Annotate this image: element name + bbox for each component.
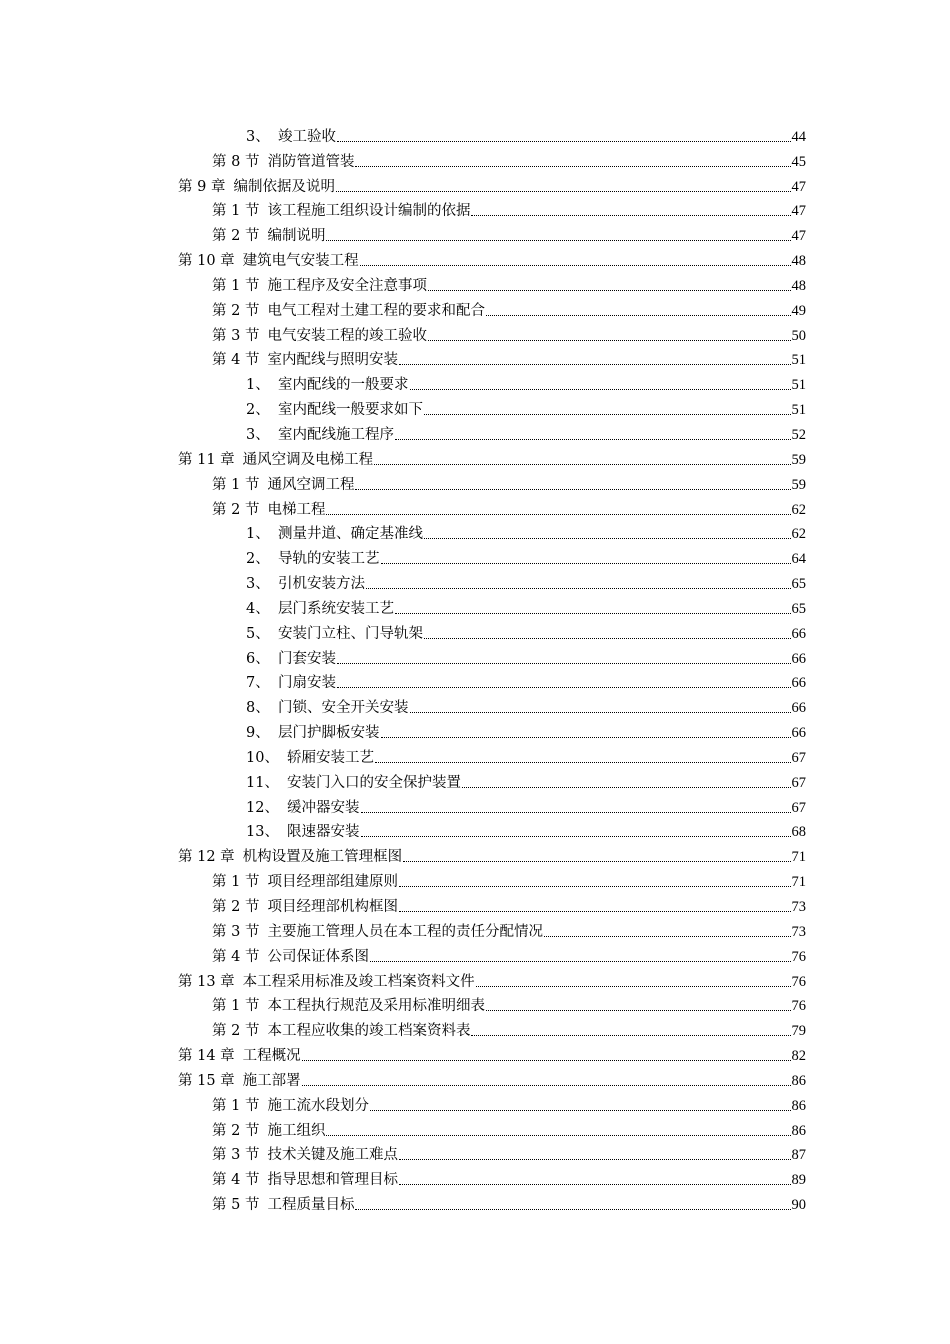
- toc-entry-title: 工程概况: [242, 1048, 301, 1065]
- toc-entry-label: [212, 1098, 369, 1115]
- toc-entry-number: 4、: [246, 600, 270, 617]
- toc-entry-title: 消防管道管装: [267, 153, 355, 170]
- toc-entry-number: 9、: [246, 725, 270, 742]
- toc-dot-leader: [471, 1035, 790, 1036]
- toc-entry-number: 3、: [246, 426, 270, 443]
- toc-entry-title: 技术关键及施工难点: [267, 1147, 398, 1164]
- toc-entry-number: 8、: [246, 700, 270, 717]
- toc-entry-number: 第 9 章: [178, 178, 226, 195]
- toc-entry-page-number: 62: [791, 501, 806, 518]
- toc-dot-leader: [366, 588, 791, 589]
- toc-entry-title: 室内配线一般要求如下: [278, 402, 423, 419]
- toc-entry-label: [246, 750, 374, 767]
- toc-entry-number: 第 10 章: [178, 253, 235, 270]
- toc-entry-page-number: 71: [791, 874, 806, 891]
- toc-entry[interactable]: [0, 174, 950, 199]
- toc-entry-number: 6、: [246, 650, 270, 667]
- toc-entry-title: 施工部署: [242, 1072, 301, 1089]
- toc-dot-leader: [360, 265, 791, 266]
- toc-entry-title: 轿厢安装工艺: [287, 749, 374, 766]
- toc-entry-number: 第 13 章: [178, 973, 235, 990]
- toc-entry-title: 限速器安装: [287, 824, 360, 841]
- toc-entry-page-number: 62: [791, 526, 806, 543]
- toc-entry-label: [178, 1073, 301, 1090]
- toc-entry[interactable]: [0, 720, 950, 745]
- toc-entry-page-number: 86: [791, 1072, 806, 1089]
- table-of-contents: [0, 124, 950, 1217]
- toc-entry-title: 门套安装: [278, 650, 336, 667]
- toc-entry-label: [212, 899, 398, 916]
- toc-entry-title: 施工程序及安全注意事项: [267, 277, 427, 294]
- toc-entry-title: 项目经理部机构框图: [267, 899, 398, 915]
- toc-entry-title: 安装门入口的安全保护装置: [287, 774, 461, 791]
- toc-entry-title: 公司保证体系图: [267, 948, 369, 965]
- toc-entry-label: [212, 1023, 470, 1040]
- toc-entry-label: [212, 998, 485, 1015]
- toc-entry[interactable]: [0, 944, 950, 969]
- toc-entry-title: 电气安装工程的竣工验收: [267, 327, 427, 344]
- toc-entry-title: 通风空调及电梯工程: [242, 451, 374, 468]
- toc-dot-leader: [428, 340, 791, 341]
- toc-dot-leader: [326, 514, 790, 515]
- toc-entry-number: 10、: [246, 749, 279, 766]
- toc-entry[interactable]: [0, 844, 950, 869]
- toc-entry-title: 本工程执行规范及采用标准明细表: [267, 998, 485, 1015]
- toc-entry[interactable]: [0, 1167, 950, 1192]
- toc-entry-page-number: 67: [791, 799, 806, 816]
- toc-entry-title: 本工程采用标准及竣工档案资料文件: [242, 973, 475, 990]
- toc-entry-number: 2、: [246, 402, 270, 419]
- toc-entry-label: [178, 974, 475, 991]
- toc-entry-number: 第 3 节: [212, 923, 260, 940]
- toc-dot-leader: [428, 290, 791, 291]
- toc-entry-page-number: 44: [791, 128, 806, 145]
- toc-entry-number: 5、: [246, 625, 270, 642]
- toc-entry-title: 工程质量目标: [267, 1197, 355, 1214]
- toc-entry-label: [246, 576, 365, 593]
- toc-entry[interactable]: [0, 596, 950, 621]
- toc-entry[interactable]: [0, 820, 950, 845]
- toc-entry[interactable]: [0, 1118, 950, 1143]
- toc-entry-label: [246, 824, 360, 841]
- toc-entry-number: 第 1 节: [212, 998, 260, 1015]
- toc-entry-label: [178, 1048, 301, 1065]
- toc-dot-leader: [410, 389, 791, 390]
- toc-entry-number: 第 11 章: [178, 451, 235, 468]
- toc-entry-number: 第 5 节: [212, 1197, 260, 1214]
- toc-dot-leader: [355, 166, 790, 167]
- toc-entry-page-number: 51: [791, 352, 806, 369]
- toc-entry-page-number: 76: [791, 973, 806, 990]
- toc-entry-number: 第 1 节: [212, 874, 260, 891]
- toc-entry[interactable]: [0, 447, 950, 472]
- toc-entry-title: 建筑电气安装工程: [242, 253, 359, 270]
- toc-entry[interactable]: [0, 671, 950, 696]
- toc-entry-label: [178, 452, 373, 469]
- toc-entry-page-number: 49: [791, 302, 806, 319]
- toc-entry-label: [212, 328, 427, 345]
- toc-entry-number: 7、: [246, 675, 270, 692]
- toc-entry-number: 3、: [246, 128, 270, 145]
- toc-dot-leader: [374, 464, 790, 465]
- toc-entry-title: 电梯工程: [267, 501, 326, 518]
- toc-entry-title: 门锁、安全开关安装: [278, 700, 409, 717]
- toc-entry-page-number: 66: [791, 675, 806, 692]
- toc-entry-number: 第 1 节: [212, 277, 260, 294]
- toc-dot-leader: [355, 489, 790, 490]
- toc-dot-leader: [486, 1010, 791, 1011]
- toc-entry[interactable]: [0, 1018, 950, 1043]
- toc-entry[interactable]: [0, 745, 950, 770]
- toc-entry[interactable]: [0, 273, 950, 298]
- toc-entry-number: 第 2 节: [212, 302, 260, 319]
- toc-entry-title: 层门系统安装工艺: [278, 600, 394, 617]
- toc-dot-leader: [486, 315, 791, 316]
- toc-entry-label: [246, 725, 380, 742]
- toc-entry-label: [212, 1172, 398, 1189]
- toc-entry-title: 室内配线与照明安装: [267, 352, 398, 369]
- toc-entry-label: [246, 427, 394, 444]
- toc-entry-title: 施工组织: [267, 1122, 326, 1139]
- toc-entry[interactable]: [0, 248, 950, 273]
- toc-entry-title: 本工程应收集的竣工档案资料表: [267, 1023, 471, 1040]
- toc-entry-number: 第 4 节: [212, 352, 260, 369]
- toc-entry-number: 2、: [246, 551, 270, 568]
- toc-entry-number: 3、: [246, 576, 270, 593]
- toc-dot-leader: [361, 812, 791, 813]
- toc-entry-page-number: 65: [791, 576, 806, 593]
- toc-entry-label: [212, 949, 369, 966]
- toc-entry-page-number: 86: [791, 1122, 806, 1139]
- toc-entry-label: [246, 700, 409, 717]
- toc-entry-number: 第 3 节: [212, 327, 260, 344]
- toc-entry-label: [212, 303, 485, 320]
- toc-entry-label: [246, 402, 423, 419]
- toc-entry-page-number: 73: [791, 923, 806, 940]
- toc-entry-number: 11、: [246, 774, 279, 791]
- toc-entry-page-number: 67: [791, 774, 806, 791]
- toc-entry-title: 编制说明: [267, 228, 326, 245]
- toc-entry-page-number: 50: [791, 327, 806, 344]
- toc-entry-label: [246, 800, 360, 817]
- toc-entry-title: 通风空调工程: [267, 476, 355, 493]
- toc-entry-number: 第 1 节: [212, 476, 260, 493]
- toc-entry[interactable]: [0, 770, 950, 795]
- toc-entry-title: 测量井道、确定基准线: [278, 526, 423, 543]
- toc-entry-title: 项目经理部组建原则: [267, 874, 398, 891]
- toc-entry-label: [212, 352, 398, 369]
- toc-dot-leader: [337, 141, 791, 142]
- toc-entry[interactable]: [0, 1093, 950, 1118]
- toc-entry-page-number: 59: [791, 451, 806, 468]
- toc-entry[interactable]: [0, 422, 950, 447]
- toc-entry-label: [212, 228, 325, 245]
- toc-entry-number: 第 4 节: [212, 948, 260, 965]
- toc-entry-title: 指导思想和管理目标: [267, 1172, 398, 1189]
- toc-entry-title: 主要施工管理人员在本工程的责任分配情况: [267, 923, 543, 940]
- toc-entry-title: 门扇安装: [278, 675, 336, 692]
- toc-entry-page-number: 64: [791, 551, 806, 568]
- toc-entry-page-number: 47: [791, 203, 806, 220]
- toc-entry-label: [246, 651, 336, 668]
- toc-entry-label: [246, 626, 423, 643]
- toc-entry[interactable]: [0, 149, 950, 174]
- toc-entry-label: [246, 551, 380, 568]
- toc-entry-label: [246, 377, 409, 394]
- toc-entry-label: [212, 502, 325, 519]
- toc-entry-label: [246, 775, 461, 792]
- toc-entry[interactable]: [0, 472, 950, 497]
- toc-entry-number: 第 2 节: [212, 501, 260, 518]
- toc-entry-label: [246, 526, 423, 543]
- toc-entry-page-number: 89: [791, 1172, 806, 1189]
- toc-entry-title: 电气工程对土建工程的要求和配合: [267, 302, 485, 319]
- toc-entry-title: 编制依据及说明: [233, 178, 335, 195]
- toc-entry-page-number: 45: [791, 153, 806, 170]
- toc-entry-page-number: 68: [791, 824, 806, 841]
- toc-entry[interactable]: [0, 994, 950, 1019]
- toc-entry[interactable]: [0, 621, 950, 646]
- toc-entry-label: [212, 154, 354, 171]
- toc-entry-number: 13、: [246, 824, 279, 841]
- toc-dot-leader: [381, 563, 791, 564]
- toc-entry[interactable]: [0, 298, 950, 323]
- toc-entry-page-number: 48: [791, 277, 806, 294]
- toc-entry-number: 第 3 节: [212, 1147, 260, 1164]
- toc-dot-leader: [326, 240, 790, 241]
- toc-dot-leader: [370, 961, 791, 962]
- toc-entry-title: 引机安装方法: [278, 576, 365, 593]
- toc-entry-page-number: 71: [791, 849, 806, 866]
- toc-dot-leader: [476, 986, 791, 987]
- toc-entry-number: 第 2 节: [212, 1122, 260, 1139]
- toc-entry-label: [212, 477, 354, 494]
- toc-entry-label: [246, 601, 394, 618]
- toc-entry-number: 第 1 节: [212, 203, 260, 220]
- toc-entry-title: 室内配线的一般要求: [278, 377, 409, 394]
- toc-entry-title: 竣工验收: [278, 128, 336, 145]
- toc-entry-page-number: 76: [791, 998, 806, 1015]
- toc-entry-page-number: 51: [791, 377, 806, 394]
- toc-entry-page-number: 86: [791, 1097, 806, 1114]
- toc-entry-number: 12、: [246, 799, 279, 816]
- toc-dot-leader: [375, 762, 791, 763]
- toc-entry[interactable]: [0, 969, 950, 994]
- toc-entry-title: 缓冲器安装: [287, 799, 360, 816]
- toc-entry[interactable]: [0, 1068, 950, 1093]
- toc-entry[interactable]: [0, 571, 950, 596]
- toc-dot-leader: [399, 1184, 791, 1185]
- toc-dot-leader: [395, 439, 791, 440]
- toc-entry[interactable]: [0, 795, 950, 820]
- toc-entry-page-number: 47: [791, 178, 806, 195]
- toc-entry-page-number: 66: [791, 725, 806, 742]
- toc-dot-leader: [399, 1159, 791, 1160]
- toc-dot-leader: [399, 911, 791, 912]
- toc-entry[interactable]: [0, 919, 950, 944]
- toc-dot-leader: [355, 1209, 790, 1210]
- toc-entry-title: 室内配线施工程序: [278, 426, 394, 443]
- toc-entry[interactable]: [0, 348, 950, 373]
- toc-entry[interactable]: [0, 323, 950, 348]
- toc-entry-label: [178, 849, 402, 866]
- toc-dot-leader: [302, 1060, 791, 1061]
- toc-entry-page-number: 76: [791, 948, 806, 965]
- toc-entry-page-number: 79: [791, 1023, 806, 1040]
- toc-entry[interactable]: [0, 894, 950, 919]
- toc-dot-leader: [424, 538, 791, 539]
- toc-dot-leader: [399, 886, 791, 887]
- toc-entry-title: 机构设置及施工管理框图: [242, 849, 403, 866]
- toc-entry-label: [212, 203, 470, 220]
- toc-dot-leader: [399, 364, 791, 365]
- toc-entry[interactable]: [0, 695, 950, 720]
- toc-entry[interactable]: [0, 223, 950, 248]
- toc-entry-number: 第 15 章: [178, 1072, 235, 1089]
- toc-entry-number: 第 4 节: [212, 1172, 260, 1189]
- toc-entry-page-number: 82: [791, 1048, 806, 1065]
- toc-entry-number: 第 8 节: [212, 153, 260, 170]
- toc-entry-number: 第 2 节: [212, 228, 260, 245]
- toc-entry[interactable]: [0, 546, 950, 571]
- toc-dot-leader: [424, 638, 791, 639]
- toc-entry[interactable]: [0, 497, 950, 522]
- toc-entry-title: 施工流水段划分: [267, 1097, 369, 1114]
- toc-entry-page-number: 90: [791, 1197, 806, 1214]
- toc-dot-leader: [326, 1135, 790, 1136]
- toc-dot-leader: [381, 737, 791, 738]
- toc-dot-leader: [410, 712, 791, 713]
- toc-entry-title: 安装门立柱、门导轨架: [278, 625, 423, 642]
- toc-entry-page-number: 65: [791, 600, 806, 617]
- toc-dot-leader: [361, 836, 791, 837]
- toc-entry-page-number: 67: [791, 749, 806, 766]
- toc-entry-label: [212, 1123, 325, 1140]
- toc-entry-number: 第 14 章: [178, 1048, 235, 1065]
- toc-entry[interactable]: [0, 869, 950, 894]
- toc-entry-label: [246, 675, 336, 692]
- toc-entry[interactable]: [0, 124, 950, 149]
- toc-entry-page-number: 48: [791, 253, 806, 270]
- toc-entry-page-number: 66: [791, 625, 806, 642]
- toc-entry-label: [212, 874, 398, 891]
- toc-entry[interactable]: [0, 397, 950, 422]
- toc-entry-title: 导轨的安装工艺: [278, 551, 380, 568]
- toc-entry-page-number: 87: [791, 1147, 806, 1164]
- toc-entry[interactable]: [0, 522, 950, 547]
- toc-entry-page-number: 47: [791, 228, 806, 245]
- toc-entry-title: 层门护脚板安装: [278, 725, 380, 742]
- toc-dot-leader: [336, 191, 791, 192]
- toc-entry-page-number: 59: [791, 476, 806, 493]
- toc-entry-number: 第 1 节: [212, 1097, 260, 1114]
- toc-entry[interactable]: [0, 1192, 950, 1217]
- toc-dot-leader: [424, 414, 791, 415]
- toc-entry-label: [212, 278, 427, 295]
- toc-entry[interactable]: [0, 199, 950, 224]
- toc-dot-leader: [544, 936, 791, 937]
- toc-entry[interactable]: [0, 372, 950, 397]
- toc-dot-leader: [370, 1110, 791, 1111]
- toc-entry-page-number: 66: [791, 650, 806, 667]
- toc-entry-title: 该工程施工组织设计编制的依据: [267, 203, 471, 220]
- toc-entry-number: 第 2 节: [212, 899, 260, 915]
- toc-entry-label: [178, 179, 335, 196]
- toc-dot-leader: [395, 613, 791, 614]
- toc-dot-leader: [302, 1085, 791, 1086]
- toc-entry-label: [212, 1197, 354, 1214]
- toc-dot-leader: [337, 663, 791, 664]
- toc-dot-leader: [403, 861, 790, 862]
- toc-entry-label: [212, 924, 543, 941]
- toc-entry-page-number: 52: [791, 426, 806, 443]
- toc-entry-page-number: 66: [791, 700, 806, 717]
- toc-entry-number: 1、: [246, 377, 270, 394]
- toc-entry[interactable]: [0, 1143, 950, 1168]
- toc-entry-label: [212, 1147, 398, 1164]
- toc-entry-page-number: 73: [791, 899, 806, 915]
- toc-dot-leader: [471, 215, 790, 216]
- toc-entry-label: [178, 253, 359, 270]
- toc-entry-number: 第 2 节: [212, 1023, 260, 1040]
- toc-entry-label: [246, 129, 336, 146]
- toc-entry[interactable]: [0, 646, 950, 671]
- toc-entry[interactable]: [0, 1043, 950, 1068]
- toc-dot-leader: [337, 687, 791, 688]
- toc-entry-number: 第 12 章: [178, 849, 235, 866]
- toc-entry-number: 1、: [246, 526, 270, 543]
- toc-dot-leader: [462, 787, 791, 788]
- toc-entry-page-number: 51: [791, 402, 806, 419]
